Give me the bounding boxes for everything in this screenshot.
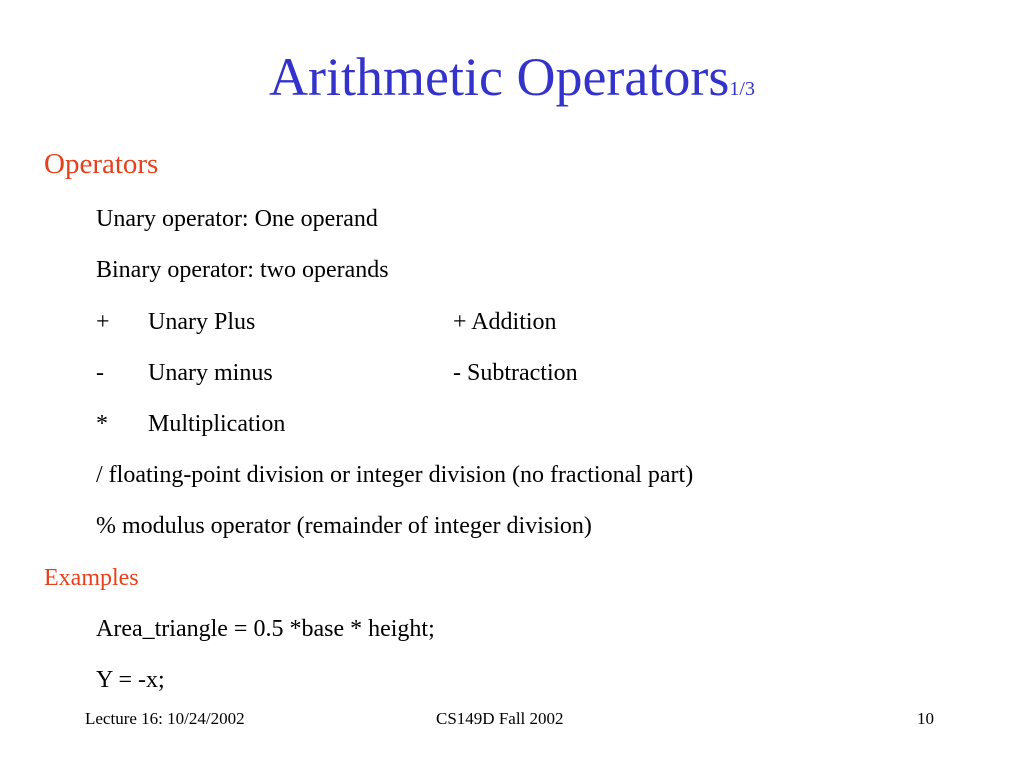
title-text: Arithmetic Operators (269, 47, 730, 107)
unary-operator-name: Unary Plus (148, 309, 256, 335)
operator-symbol: * (96, 411, 108, 437)
binary-operator-name: + Addition (453, 309, 557, 335)
operator-symbol: + (96, 309, 110, 335)
unary-operator-name: Unary minus (148, 360, 273, 386)
section-heading-examples: Examples (44, 565, 139, 591)
section-heading-operators: Operators (44, 148, 159, 180)
footer-page-number: 10 (917, 709, 934, 728)
slide-title (0, 47, 1024, 107)
code-example-line: Area_triangle = 0.5 *base * height; (96, 616, 435, 642)
code-example-line: Y = -x; (96, 667, 165, 693)
body-line: % modulus operator (remainder of integer division) (96, 513, 592, 539)
footer-lecture-date: Lecture 16: 10/24/2002 (85, 709, 245, 728)
title-page-indicator: 1/3 (729, 78, 755, 100)
body-line: / floating-point division or integer division (no fractional part) (96, 462, 694, 488)
body-line: Binary operator: two operands (96, 257, 389, 283)
unary-operator-name: Multiplication (148, 411, 286, 437)
operator-symbol: - (96, 360, 104, 386)
body-line: Unary operator: One operand (96, 206, 378, 232)
footer-course: CS149D Fall 2002 (436, 709, 564, 728)
binary-operator-name: - Subtraction (453, 360, 578, 386)
